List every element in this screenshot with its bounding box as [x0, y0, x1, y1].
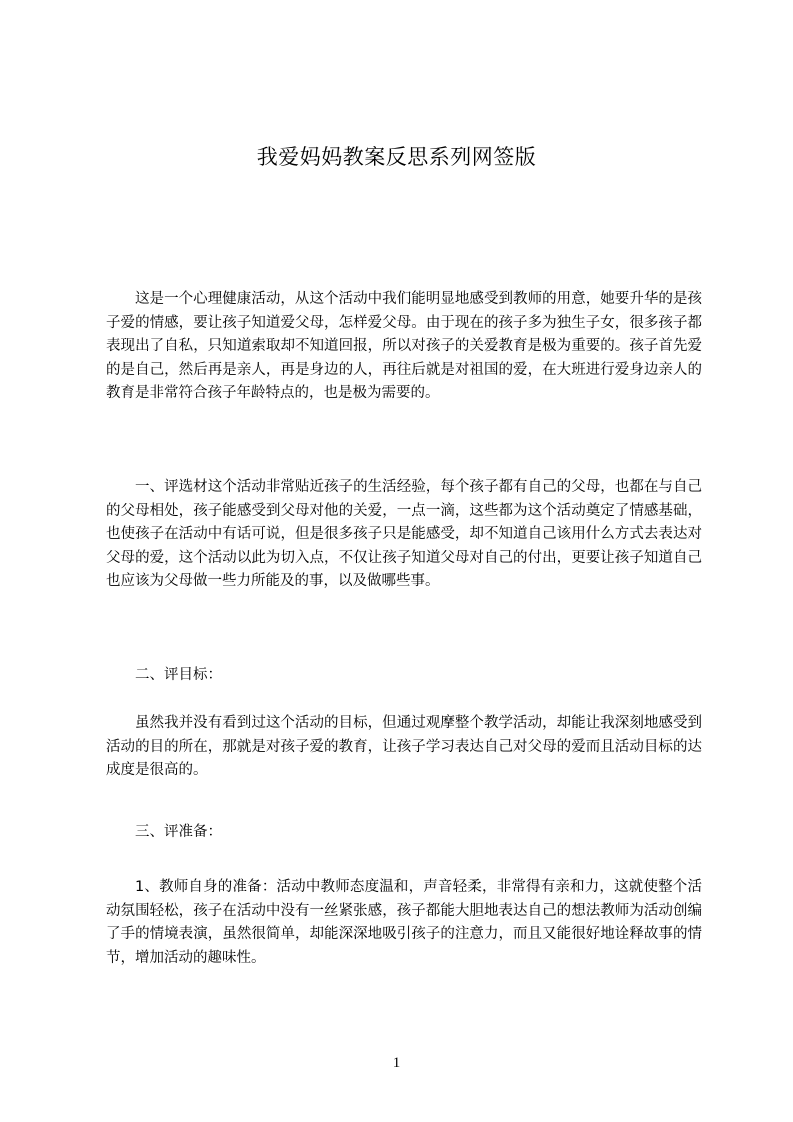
heading-preparation: 三、评准备： — [135, 824, 222, 840]
paragraph-teacher-preparation: 1、教师自身的准备：活动中教师态度温和，声音轻柔，非常得有亲和力，这就使整个活动氛围轻松，孩子在活动中没有一丝紧张感，孩子都能大胆地表达自己的想法教师为活动创编了手的情境表演，虽然很简单，却能深深地吸引孩子的注意力，而且又能很好地诠释故事的情节，增加活动的趣味性。 — [106, 879, 702, 966]
paragraph-material: 一、评选材这个活动非常贴近孩子的生活经验，每个孩子都有自己的父母，也都在与自己的父母相处，孩子能感受到父母对他的关爱，一点一滴，这些都为这个活动奠定了情感基础，也使孩子在活动中有话可说，但是很多孩子只是能感受，却不知道自己该用什么方式去表达对父母的爱，这个活动以此为切入点，不仅让孩子知道父母对自己的付出，更要让孩子知道自己也应该为父母做一些力所能及的事，以及做哪些事。 — [106, 479, 702, 589]
page-title: 我爱妈妈教案反思系列网签版 — [256, 145, 537, 169]
page-number: 1 — [392, 1055, 401, 1071]
paragraph-intro: 这是一个心理健康活动，从这个活动中我们能明显地感受到教师的用意，她要升华的是孩子爱的情感，要让孩子知道爱父母，怎样爱父母。由于现在的孩子多为独生子女，很多孩子都表现出了自私，只知道索取却不知道回报，所以对孩子的关爱教育是极为重要的。孩子首先爱的是自己，然后再是亲人，再是身边的人，再往后就是对祖国的爱，在大班进行爱身边亲人的教育是非常符合孩子年龄特点的，也是极为需要的。 — [106, 291, 702, 401]
heading-objectives: 二、评目标： — [135, 667, 222, 683]
paragraph-objectives: 虽然我并没有看到过这个活动的目标，但通过观摩整个教学活动，却能让我深刻地感受到活动的目的所在，那就是对孩子爱的教育，让孩子学习表达自己对父母的爱而且活动目标的达成度是很高的。 — [106, 715, 702, 778]
